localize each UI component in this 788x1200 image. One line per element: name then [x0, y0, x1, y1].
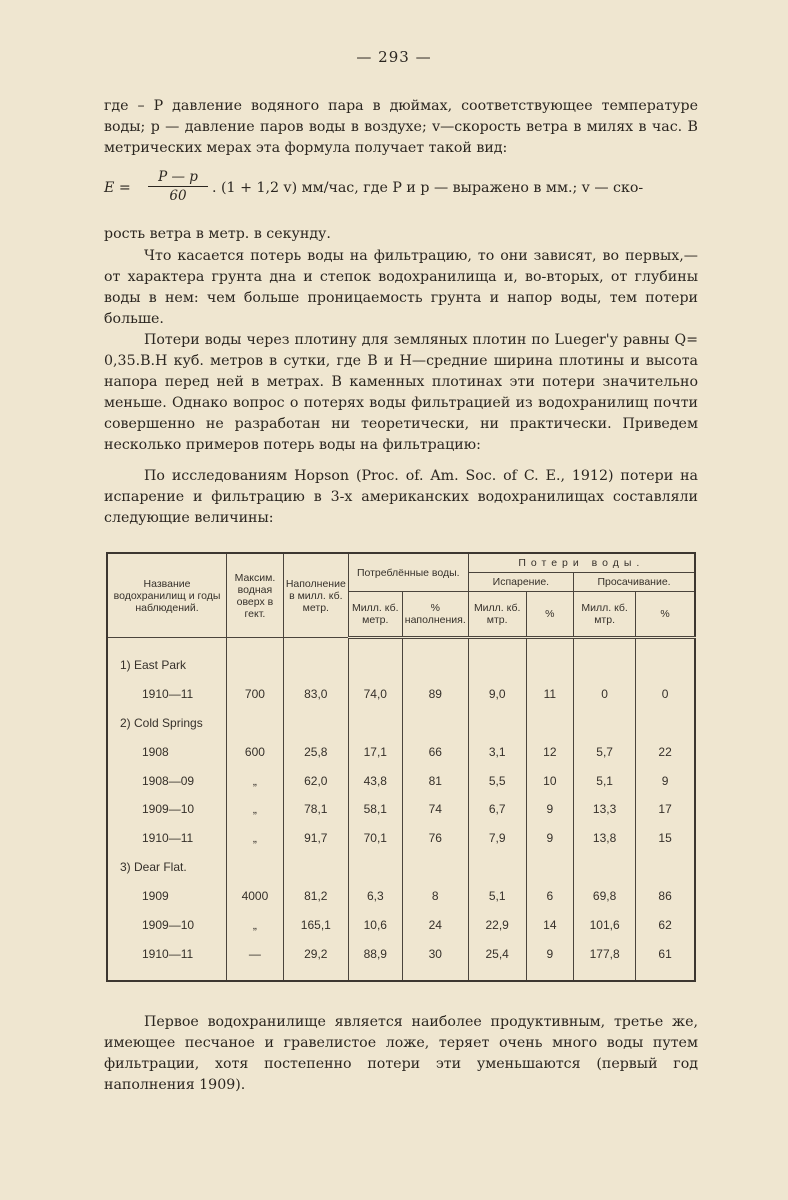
cell-cons-pct: 76 [402, 824, 468, 853]
cell-seep-pct: 17 [636, 795, 695, 824]
cell-seep-pct: 22 [636, 737, 695, 766]
cell-year: 1910—11 [107, 679, 227, 708]
cell-evap: 22,9 [468, 911, 526, 940]
cell-cons-pct: 74 [402, 795, 468, 824]
cell-seep: 13,3 [574, 795, 636, 824]
header-evap-mill: Милл. кб. мтр. [468, 592, 526, 638]
table-group-row [107, 650, 695, 679]
empty-cell [283, 708, 348, 737]
table-row [107, 679, 695, 708]
cell-area: „ [227, 766, 284, 795]
paragraph-hopson-study: По исследованиям Hopson (Proc. of. Am. Soc. of C. E., 1912) потери на испарение и фильтрацию в 3-х американских водохранилищах составляли следующие величины: [104, 468, 698, 526]
cell-area: — [227, 940, 284, 969]
cell-year: 1909—10 [107, 795, 227, 824]
reservoir-losses-table-wrap [106, 552, 696, 982]
empty-cell [283, 853, 348, 882]
cell-seep-pct: 15 [636, 824, 695, 853]
empty-cell [526, 650, 573, 679]
cell-seep: 177,8 [574, 940, 636, 969]
cell-seep: 5,7 [574, 737, 636, 766]
cell-year: 1908 [107, 737, 227, 766]
header-max-depth: Максим. водная оверх в гект. [227, 553, 284, 638]
paragraph-filtration-losses: Что касается потерь воды на фильтрацию, то они зависят, во первых,— от характера грунта дна и степок водохранилища и, во-вторых, от глубины воды в нем: чем больше проницаемость грунта и напор воды, тем потери больше. [104, 248, 698, 327]
header-consumed-mill: Милл. кб. метр. [348, 592, 402, 638]
cell-cons: 17,1 [348, 737, 402, 766]
cell-area: „ [227, 824, 284, 853]
table-row [107, 737, 695, 766]
cell-cons: 10,6 [348, 911, 402, 940]
table-group-row [107, 853, 695, 882]
cell-seep-pct: 0 [636, 679, 695, 708]
empty-cell [283, 650, 348, 679]
cell-year: 1910—11 [107, 940, 227, 969]
table-row [107, 795, 695, 824]
cell-seep-pct: 61 [636, 940, 695, 969]
cell-evap: 5,5 [468, 766, 526, 795]
cell-year: 1909—10 [107, 911, 227, 940]
table-row [107, 882, 695, 911]
empty-cell [348, 708, 402, 737]
empty-cell [526, 708, 573, 737]
table-row [107, 824, 695, 853]
cell-evap-pct: 9 [526, 824, 573, 853]
header-filling: Наполнение в милл. кб. метр. [283, 553, 348, 638]
empty-cell [227, 650, 284, 679]
cell-cons: 74,0 [348, 679, 402, 708]
cell-cons-pct: 8 [402, 882, 468, 911]
empty-cell [636, 650, 695, 679]
cell-fill: 81,2 [283, 882, 348, 911]
cell-area: 600 [227, 737, 284, 766]
cell-cons-pct: 81 [402, 766, 468, 795]
empty-cell [402, 650, 468, 679]
cell-fill: 83,0 [283, 679, 348, 708]
cell-evap: 5,1 [468, 882, 526, 911]
cell-year: 1909 [107, 882, 227, 911]
empty-cell [348, 853, 402, 882]
reservoir-losses-table [106, 552, 696, 982]
cell-cons: 88,9 [348, 940, 402, 969]
cell-seep: 0 [574, 679, 636, 708]
cell-evap: 6,7 [468, 795, 526, 824]
reservoir-name: 3) Dear Flat. [107, 853, 227, 882]
cell-area: „ [227, 795, 284, 824]
formula-rest: . (1 + 1,2 v) мм/час, где P и p — выражено в мм.; v — ско- [212, 180, 644, 196]
table-row [107, 940, 695, 969]
empty-cell [348, 650, 402, 679]
header-seep-mill: Милл. кб. мтр. [574, 592, 636, 638]
table-spacer-row [107, 638, 695, 651]
formula-lhs: E = [104, 180, 131, 196]
empty-cell [574, 650, 636, 679]
cell-seep: 5,1 [574, 766, 636, 795]
cell-seep-pct: 9 [636, 766, 695, 795]
cell-cons-pct: 66 [402, 737, 468, 766]
header-consumed-pct: % наполнения. [402, 592, 468, 638]
cell-evap-pct: 10 [526, 766, 573, 795]
cell-seep-pct: 62 [636, 911, 695, 940]
formula-numerator: P — p [148, 168, 208, 187]
header-name: Название водохранилищ и годы наблюдений. [107, 553, 227, 638]
cell-evap-pct: 9 [526, 795, 573, 824]
empty-cell [402, 708, 468, 737]
empty-cell [402, 853, 468, 882]
empty-cell [227, 853, 284, 882]
empty-cell [468, 853, 526, 882]
empty-cell [636, 708, 695, 737]
empty-cell [574, 708, 636, 737]
cell-cons-pct: 30 [402, 940, 468, 969]
table-body [107, 638, 695, 982]
cell-evap: 7,9 [468, 824, 526, 853]
empty-cell [526, 853, 573, 882]
empty-cell [574, 853, 636, 882]
header-losses: Потери воды. [468, 553, 695, 573]
cell-area: 4000 [227, 882, 284, 911]
empty-cell [468, 708, 526, 737]
evaporation-formula [104, 168, 698, 212]
cell-evap-pct: 14 [526, 911, 573, 940]
table-row [107, 911, 695, 940]
cell-evap-pct: 11 [526, 679, 573, 708]
paragraph-evaporation-definition: где – P давление водяного пара в дюймах, соответствующее температуре воды; p — давление паров воды в воздухе; v—скорость ветра в милях в час. В метрических мерах эта формула получает такой вид: [104, 98, 698, 156]
cell-cons: 58,1 [348, 795, 402, 824]
cell-year: 1910—11 [107, 824, 227, 853]
cell-cons: 6,3 [348, 882, 402, 911]
header-evaporation: Испарение. [468, 573, 573, 592]
paragraph-dam-losses: Потери воды через плотину для земляных плотин по Lueger'у равны Q= 0,35.B.H куб. метров в сутки, где B и H—средние ширина плотины и высота напора перед ней в метрах. В каменных плотинах эти потери значительно меньше. Однако вопрос о потерях воды фильтрацией из водохранилищ почти совершенно не разработан ни теоретически, ни практически. Приведем несколько примеров потерь воды на фильтрацию: [104, 332, 698, 453]
empty-cell [468, 650, 526, 679]
cell-fill: 78,1 [283, 795, 348, 824]
reservoir-name: 1) East Park [107, 650, 227, 679]
page-number: — 293 — [356, 48, 432, 66]
cell-evap: 25,4 [468, 940, 526, 969]
cell-evap-pct: 6 [526, 882, 573, 911]
empty-cell [227, 708, 284, 737]
empty-cell [636, 853, 695, 882]
cell-seep-pct: 86 [636, 882, 695, 911]
paragraph-wind-speed: рость ветра в метр. в секунду. [104, 226, 331, 242]
cell-evap: 9,0 [468, 679, 526, 708]
cell-fill: 62,0 [283, 766, 348, 795]
cell-fill: 25,8 [283, 737, 348, 766]
table-spacer-row [107, 969, 695, 981]
cell-seep: 101,6 [574, 911, 636, 940]
cell-evap: 3,1 [468, 737, 526, 766]
cell-fill: 29,2 [283, 940, 348, 969]
cell-evap-pct: 12 [526, 737, 573, 766]
table-row [107, 766, 695, 795]
cell-evap-pct: 9 [526, 940, 573, 969]
table-group-row [107, 708, 695, 737]
header-consumed: Потреблённые воды. [348, 553, 468, 592]
paragraph-conclusion: Первое водохранилище является наиболее продуктивным, третье же, имеющее песчаное и гравелистое ложе, теряет очень много воды путем фильтрации, хотя постепенно потери эти уменьшаются (первый год наполнения 1909). [104, 1014, 698, 1093]
cell-cons-pct: 89 [402, 679, 468, 708]
cell-year: 1908—09 [107, 766, 227, 795]
header-seepage: Просачивание. [574, 573, 695, 592]
cell-fill: 91,7 [283, 824, 348, 853]
cell-cons: 70,1 [348, 824, 402, 853]
cell-seep: 69,8 [574, 882, 636, 911]
cell-cons-pct: 24 [402, 911, 468, 940]
cell-seep: 13,8 [574, 824, 636, 853]
cell-area: 700 [227, 679, 284, 708]
cell-cons: 43,8 [348, 766, 402, 795]
cell-area: „ [227, 911, 284, 940]
header-evap-pct: % [526, 592, 573, 638]
formula-fraction [148, 168, 208, 205]
reservoir-name: 2) Cold Springs [107, 708, 227, 737]
header-seep-pct: % [636, 592, 695, 638]
cell-fill: 165,1 [283, 911, 348, 940]
formula-denominator: 60 [169, 188, 187, 204]
